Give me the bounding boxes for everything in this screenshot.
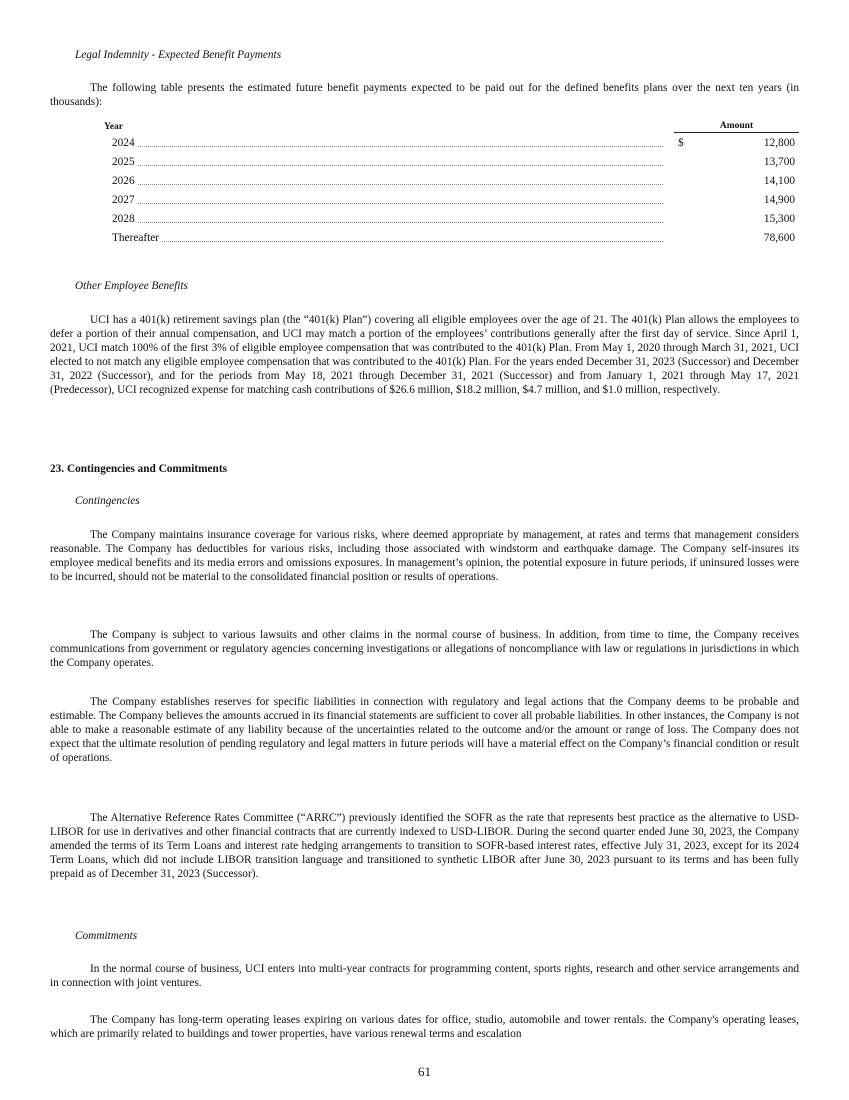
table-row [50, 174, 799, 192]
leader-dots [112, 222, 663, 223]
contingencies-paragraph-3: The Company establishes reserves for specific liabilities in connection with regulatory and legal actions that the Company deems to be probable and estimable. The Company believes the amounts accrued in its financial statements are sufficient to cover all probable liabilities. In other instances, the Company is not able to make a reasonable estimate of any liability because of the uncertainties related to the outcome and/or the amount or range of loss. The Company does not expect that the ultimate resolution of pending regulatory and legal matters in future periods will have a material effect on the Company’s financial condition or result of operations. [50, 696, 799, 764]
row-amount: 13,700 [763, 156, 795, 168]
row-year: 2027 [112, 194, 135, 206]
leader-dots [112, 184, 663, 185]
commitments-paragraph-1: In the normal course of business, UCI enters into multi-year contracts for programming content, sports rights, research and other service arrangements and in connection with joint ventures. [50, 963, 799, 989]
table-row [50, 155, 799, 173]
legal-indemnity-heading: Legal Indemnity - Expected Benefit Payments [75, 49, 282, 61]
commitments-heading: Commitments [75, 930, 138, 942]
table-row [50, 193, 799, 211]
amount-column-header: Amount [674, 120, 799, 133]
leader-dots [112, 165, 663, 166]
contingencies-paragraph-2: The Company is subject to various lawsuits and other claims in the normal course of business. In addition, from time to time, the Company receives communications from government or regulatory agencies concerning investigations or allegations of noncompliance with law or regulations in jurisdictions in which the Company operates. [50, 629, 799, 669]
row-amount: 12,800 [763, 137, 795, 149]
row-amount: 15,300 [763, 213, 795, 225]
row-amount: 14,900 [763, 194, 795, 206]
row-amount: 78,600 [763, 232, 795, 244]
contingencies-paragraph-4: The Alternative Reference Rates Committee (“ARRC”) previously identified the SOFR as the rate that represents best practice as the alternative to USD-LIBOR for use in derivatives and other financial contracts that are currently indexed to USD-LIBOR. During the second quarter ended June 30, 2023, the Company amended the terms of its Term Loans and interest rate hedging arrangements to transition to SOFR-based interest rates, effective July 31, 2023, except for its 2024 Term Loans, which did not include LIBOR transition language and transitioned to synthetic LIBOR after June 30, 2023 pursuant to its terms and has been fully prepaid as of December 31, 2023 (Successor). [50, 812, 799, 880]
page-number: 61 [418, 1064, 431, 1079]
row-amount: 14,100 [763, 175, 795, 187]
other-benefits-heading: Other Employee Benefits [75, 280, 188, 292]
row-year: Thereafter [112, 232, 160, 244]
table-row [50, 231, 799, 249]
table-row [50, 212, 799, 230]
row-year: 2026 [112, 175, 135, 187]
leader-dots [112, 241, 663, 242]
section-title: 23. Contingencies and Commitments [50, 463, 227, 475]
contingencies-heading: Contingencies [75, 495, 140, 507]
table-row [50, 136, 799, 154]
currency-symbol: $ [678, 137, 684, 149]
commitments-paragraph-2: The Company has long-term operating leases expiring on various dates for office, studio, automobile and tower rentals. the Company's operating leases, which are primarily related to buildings and tower properties, have various renewal terms and escalation [50, 1014, 799, 1040]
contingencies-paragraph-1: The Company maintains insurance coverage for various risks, where deemed appropriate by management, at rates and terms that management considers reasonable. The Company has deductibles for various risks, including those associated with windstorm and earthquake damage. The Company self-insures its employee medical benefits and its media errors and omissions exposures. In management’s opinion, the potential exposure in future periods, if uninsured losses were to be incurred, should not be material to the consolidated financial position or results of operations. [50, 529, 799, 583]
row-year: 2024 [112, 137, 135, 149]
leader-dots [112, 203, 663, 204]
row-year: 2025 [112, 156, 135, 168]
year-column-header: Year [104, 122, 123, 132]
401k-paragraph: UCI has a 401(k) retirement savings plan (the “401(k) Plan”) covering all eligible employees over the age of 21. The 401(k) Plan allows the employees to defer a portion of their annual compensation, and UCI may match a portion of the employees’ contributions generally after the first day of service. Since April 1, 2021, UCI match 100% of the first 3% of eligible employee compensation that was contributed to the 401(k) Plan. From May 1, 2020 through March 31, 2021, UCI elected to not match any eligible employee compensation that was contributed to the 401(k) Plan. For the years ended December 31, 2023 (Successor) and December 31, 2022 (Successor), and for the periods from May 18, 2021 through December 31, 2021 (Successor) and from January 1, 2021 through May 17, 2021 (Predecessor), UCI recognized expense for matching cash contributions of $26.6 million, $18.2 million, $4.7 million, and $1.0 million, respectively. [50, 314, 799, 396]
leader-dots [112, 146, 663, 147]
benefit-table-intro: The following table presents the estimated future benefit payments expected to be paid out for the defined benefits plans over the next ten years (in thousands): [50, 82, 799, 108]
row-year: 2028 [112, 213, 135, 225]
